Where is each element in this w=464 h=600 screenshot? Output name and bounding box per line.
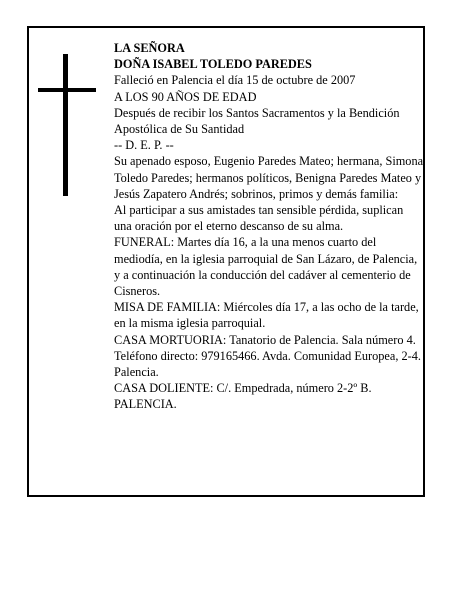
cross-horizontal-bar	[38, 88, 96, 92]
family-home-paragraph: CASA DOLIENTE: C/. Empedrada, número 2-2º B. PALENCIA.	[114, 381, 372, 412]
funeral-paragraph: FUNERAL: Martes día 16, a la una menos cuarto del mediodía, en la iglesia parroquial de San Lázaro, de Palencia, y a continuación la conducción del cadáver al cementerio de Cisneros.	[114, 235, 418, 299]
funeral-home-paragraph: CASA MORTUORIA: Tanatorio de Palencia. Sala número 4. Teléfono directo: 979165466. Avda. Comunidad Europea, 2-4. Palencia.	[114, 332, 421, 380]
family-paragraph: Su apenado esposo, Eugenio Paredes Mateo; hermana, Simona Toledo Paredes; hermanos políticos, Benigna Paredes Mateo y Jesús Zapatero Andrés; sobrinos, primos y demás familia:	[114, 154, 424, 201]
family-mass-paragraph: MISA DE FAMILIA: Miércoles día 17, a las ocho de la tarde, en la misma iglesia parroquial.	[114, 300, 419, 331]
request-paragraph: Al participar a sus amistades tan sensible pérdida, suplican una oración por el eterno descanso de su alma.	[114, 203, 404, 234]
cross-icon	[38, 54, 96, 196]
deceased-name: DOÑA ISABEL TOLEDO PAREDES	[114, 57, 312, 72]
age-line: A LOS 90 AÑOS DE EDAD	[114, 89, 257, 104]
sacraments-paragraph: Después de recibir los Santos Sacramentos y la Bendición Apostólica de Su Santidad	[114, 105, 400, 137]
notice-title: LA SEÑORA	[114, 41, 185, 55]
obituary-text	[114, 40, 424, 413]
rip-line: -- D. E. P. --	[114, 138, 174, 153]
death-line: Falleció en Palencia el día 15 de octubre de 2007	[114, 73, 356, 88]
cross-vertical-bar	[63, 54, 68, 196]
